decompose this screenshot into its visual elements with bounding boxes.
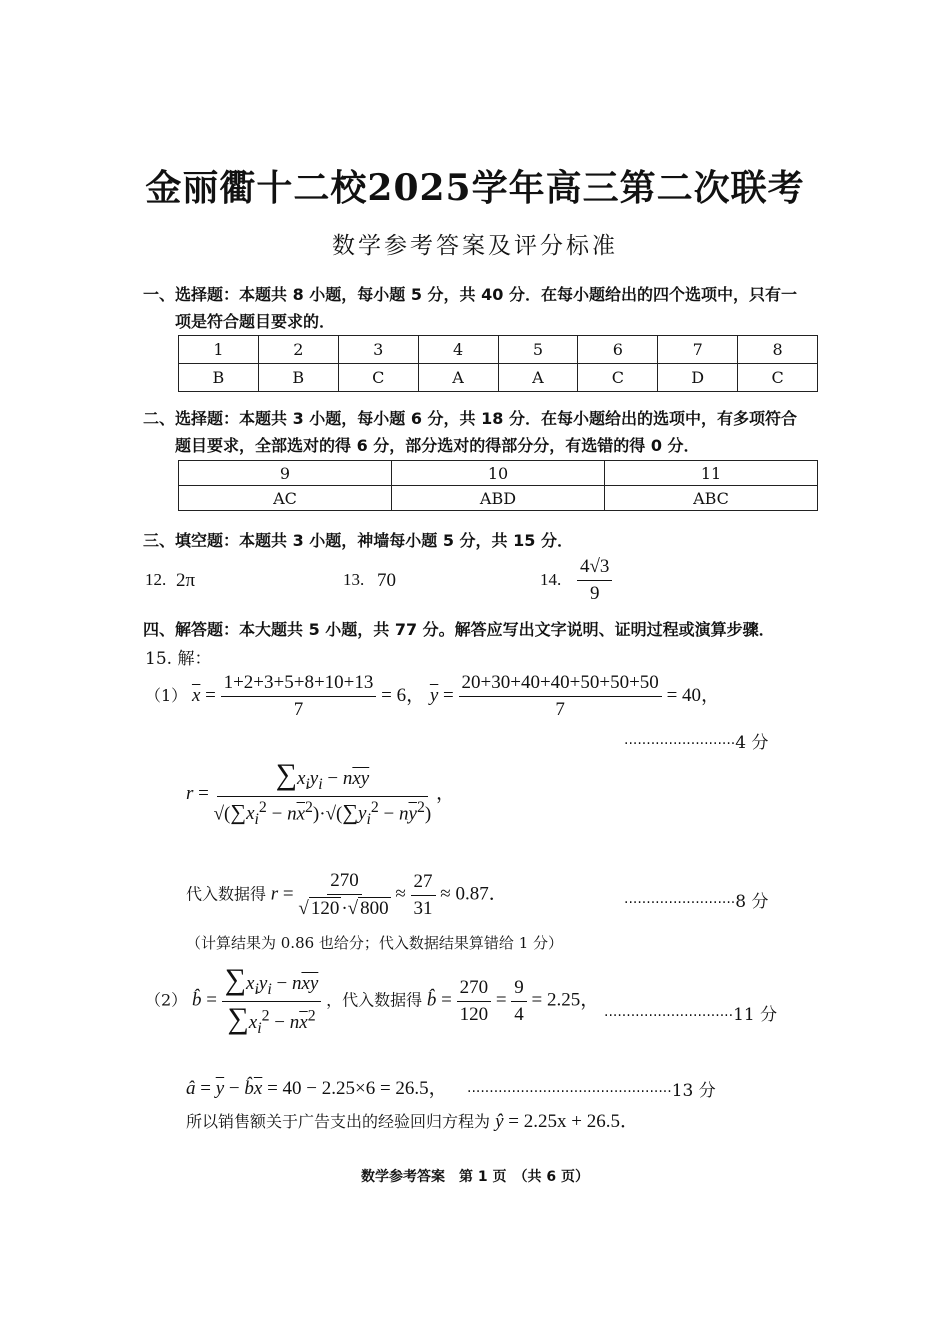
answer-cell: A bbox=[498, 364, 578, 392]
conclusion-text: 所以销售额关于广告支出的经验回归方程为 bbox=[186, 1112, 491, 1131]
page-title: 金丽衢十二校2025学年高三第二次联考 bbox=[145, 167, 805, 209]
fraction-numerator: 4√3 bbox=[577, 556, 612, 581]
answer-cell: AC bbox=[179, 486, 392, 511]
section2-answer-table bbox=[178, 460, 818, 511]
score-line-1: ·························4 分 bbox=[624, 733, 769, 753]
answer-cell: C bbox=[738, 364, 818, 392]
r-final: ≈ 0.87． bbox=[440, 883, 508, 905]
answer-cell: C bbox=[578, 364, 658, 392]
b-numerator: 270 bbox=[457, 977, 492, 1002]
section2-heading-cont: 题目要求，全部选对的得 6 分，部分选对的得部分分，有选错的得 0 分． bbox=[175, 436, 700, 455]
question-number-row bbox=[179, 336, 818, 364]
fill-q13-answer: 70 bbox=[377, 570, 396, 591]
answer-cell: A bbox=[418, 364, 498, 392]
fraction-denominator: 9 bbox=[589, 583, 600, 604]
page-footer: 数学参考答案 第 1 页 （共 6 页） bbox=[361, 1169, 589, 1185]
answer-cell: B bbox=[258, 364, 338, 392]
q-num: 5 bbox=[498, 336, 578, 364]
substitute-label: 代入数据得 bbox=[186, 884, 267, 904]
q-num: 3 bbox=[338, 336, 418, 364]
r-approx-numerator: 27 bbox=[411, 871, 436, 896]
regression-equation: = 2.25x + 26.5． bbox=[508, 1111, 639, 1132]
score-11: 11 分 bbox=[733, 1005, 778, 1025]
q-num: 4 bbox=[418, 336, 498, 364]
question-number-row bbox=[179, 461, 818, 486]
r-approx-denominator: 31 bbox=[413, 897, 433, 919]
a-hat-line: â = $\overline{y}$ − $b̂\overline{x} = 40 - 2.25\times 6 = 26.5$， bbox=[186, 1078, 448, 1099]
r-numerator: 270 bbox=[327, 870, 362, 895]
b-substitute-label: ，代入数据得 bbox=[326, 990, 423, 1010]
section2-heading: 二、选择题：本题共 3 小题，每小题 6 分，共 18 分．在每小题给出的选项中，有多项符合 bbox=[143, 409, 797, 428]
answer-row bbox=[179, 364, 818, 392]
part2-label: （2） bbox=[145, 990, 188, 1010]
q-num: 7 bbox=[658, 336, 738, 364]
score-8: 8 分 bbox=[735, 892, 769, 912]
q-num: 6 bbox=[578, 336, 658, 364]
fill-q14-answer bbox=[577, 556, 612, 605]
q-num: 11 bbox=[605, 461, 818, 486]
q-num: 9 bbox=[179, 461, 392, 486]
section1-answer-table bbox=[178, 335, 818, 392]
fill-q12-answer: 2π bbox=[176, 570, 196, 591]
section4-heading: 四、解答题：本大题共 5 小题，共 77 分。解答应写出文字说明、证明过程或演算步骤． bbox=[143, 620, 775, 639]
r-substitution: 代入数据得 r = $\frac{270}{√ 120 \cdot√ 800}$ ≈ $\frac{27}{31}$ ≈ 0.87． bbox=[186, 870, 508, 919]
page-subtitle: 数学参考答案及评分标准 bbox=[332, 233, 618, 259]
fill-q14-number: 14. bbox=[540, 570, 562, 589]
b-value: = 2.25， bbox=[531, 989, 600, 1011]
b-hat-formula: （2） b̂ = $\frac{\sum x_iy_i - n\overline{xy}}{\sum x_i^2 - n\overline{x}^2}$ ，代入数据得 b̂ = $\frac{270}{120}$ = $\frac{9}{4}$ = 2.25， bbox=[145, 963, 600, 1037]
section1-heading-cont: 项是符合题目要求的． bbox=[175, 312, 336, 331]
r-formula: r = $\frac{\sum x_iy_i - n\overline{xy}}{√(\sum x_i^2 - n\overline{x}^2)\cdot√(\sum y_i^2 - n\overline{y}^2)}$ ， bbox=[186, 758, 455, 828]
part1-label: （1） bbox=[145, 685, 188, 705]
score-line-3: ·····························11 分 bbox=[604, 1005, 778, 1025]
score-line-2: ·························8 分 bbox=[624, 892, 769, 912]
answer-cell: D bbox=[658, 364, 738, 392]
answer-cell: C bbox=[338, 364, 418, 392]
answer-cell: B bbox=[179, 364, 259, 392]
ybar-value: = 40， bbox=[666, 684, 721, 706]
xbar-denominator: 7 bbox=[293, 699, 304, 720]
section3-heading: 三、填空题：本题共 3 小题，神墙每小题 5 分，共 15 分． bbox=[143, 531, 573, 550]
q-num: 1 bbox=[179, 336, 259, 364]
answer-row bbox=[179, 486, 818, 511]
fill-q12-number: 12. bbox=[145, 570, 167, 589]
answer-cell: ABD bbox=[392, 486, 605, 511]
part1-means: （1） $\overline{x}$ = $\frac{1+2+3+5+8+10+13}{7}$ = 6， $\overline{y}$ = $\frac{20+30+40+40+50+50+50}{7}$ = 40， bbox=[145, 672, 721, 720]
b-simplified-denominator: 4 bbox=[514, 1003, 524, 1025]
b-simplified-numerator: 9 bbox=[511, 977, 527, 1002]
score-13: 13 分 bbox=[671, 1081, 716, 1101]
q-num: 10 bbox=[392, 461, 605, 486]
score-4: 4 分 bbox=[735, 733, 769, 753]
xbar-value: = 6， bbox=[381, 684, 426, 706]
b-denominator: 120 bbox=[459, 1003, 489, 1025]
xbar-numerator: 1+2+3+5+8+10+13 bbox=[221, 672, 377, 697]
ybar-denominator: 7 bbox=[555, 699, 565, 720]
q-num: 8 bbox=[738, 336, 818, 364]
score-line-4: ··············································13 分 bbox=[467, 1081, 716, 1101]
section1-heading: 一、选择题：本题共 8 小题，每小题 5 分，共 40 分．在每小题给出的四个选项中，只有一 bbox=[143, 285, 797, 304]
answer-cell: ABC bbox=[605, 486, 818, 511]
fill-q13-number: 13. bbox=[343, 570, 365, 589]
q-num: 2 bbox=[258, 336, 338, 364]
a-hat-value: = 40 − 2.25×6 = 26.5， bbox=[267, 1078, 448, 1099]
grading-note: （计算结果为 0.86 也给分；代入数据结果算错给 1 分） bbox=[186, 934, 564, 952]
q15-label: 15. 解： bbox=[145, 649, 212, 669]
ybar-numerator: 20+30+40+40+50+50+50 bbox=[459, 672, 662, 697]
conclusion: 所以销售额关于广告支出的经验回归方程为 ŷ = 2.25x + 26.5． bbox=[186, 1111, 639, 1132]
